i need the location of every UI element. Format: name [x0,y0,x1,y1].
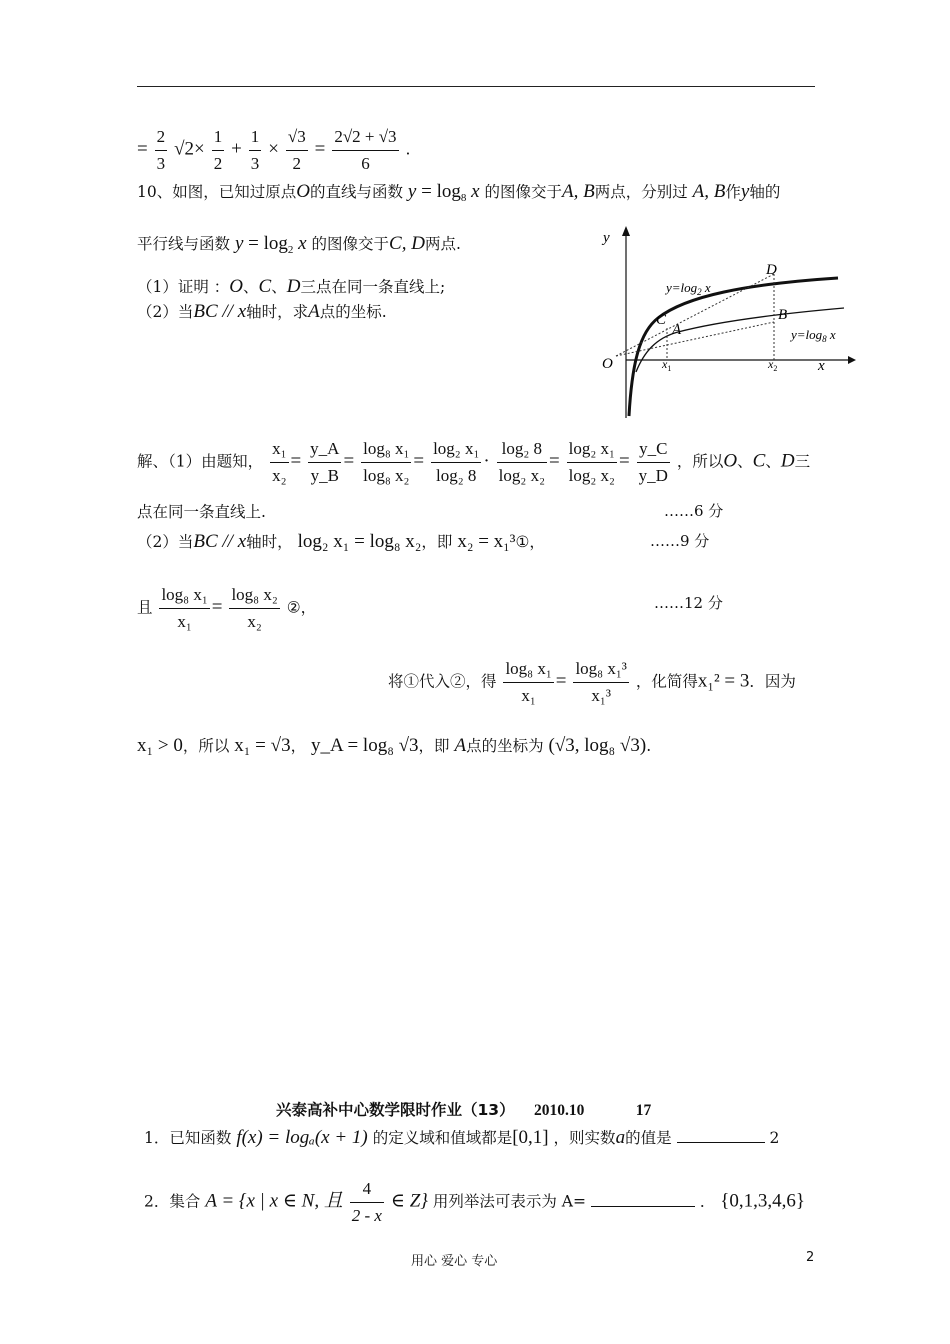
homework-title: 兴泰高补中心数学限时作业（13） 2010.10 17 [276,1101,652,1119]
point-D: D [766,262,777,278]
score-6: ……6 分 [664,502,724,520]
question-1: （1）证明 ：O、C、D三点在同一条直线上; [137,276,446,297]
solution-line2: 点在同一条直线上. [137,503,266,521]
curve2-label: $y=\log_8$ x [791,327,836,344]
y-axis-arrow-icon [622,226,630,236]
solution-line6: x₁ > 0，所以 x₁ = √3， y_A = log₈ √3，即 A点的坐标为 (√3, log₈ √3). [137,735,652,756]
footer-motto: 用心 爱心 专心 [411,1254,498,1269]
problem10-line1: 10、如图，已知过原点O的直线与函数 $y = \log_8 x$ 的图像交于A, B两点，分别过 A, B作y轴的 [137,181,781,204]
point-C: C [656,312,667,328]
solution-line4: 且 $\frac{\text{log₈ x₁}}{\text{x₁}}$ = $\frac{\text{log₈ x₂}}{\text{x₂}}$ ②， [137,582,316,635]
fraction: $\frac{√3}{2}$ [286,124,308,177]
solution-line1: 解、（1）由题知， $\frac{\text{x₁}}{\text{x₂}}$ = $\frac{y\_A}{y\_B}$ = $\frac{\text{log₈ x₁}}{\text{log₈ x₂}}$ = $\frac{\text{log₂ x₁}}{\text{log₂ 8}}$ · $\frac{\text{log₂ 8}}{\text{log₂ x₂}}$ = $\frac{\text{log₂ x₁}}{\text{log₂ x₂}}$ = $\frac{y\_C}{y\_D}$ ，所以O、C、D三 [137,436,810,489]
x1-label: $x_1$ [662,357,672,373]
header-rule [137,86,815,87]
x-axis-arrow-icon [848,356,856,364]
point-A: A [672,322,682,338]
score-9: ……9 分 [650,532,710,550]
point-B: B [778,307,788,323]
fraction: $\frac{1}{3}$ [249,124,262,177]
fraction: $\frac{1}{2}$ [212,124,225,177]
solution-line3: （2）当BC // x轴时， log₂ x₁ = log₈ x₂，即 x₂ = x₁³①， [137,531,545,552]
homework-q2: 2．集合 A = {x | x ∈ N, 且 $\frac{4}{2 - x}$ ∈ Z} 用列举法可表示为 A= ． {0,1,3,4,6} [144,1176,805,1229]
curve1-label: $y=\log_2$ x [666,280,711,297]
answer-blank-2[interactable] [591,1192,695,1207]
y-axis-label: y [603,230,610,246]
solution-line5: 将①代入②，得 $\frac{\text{log₈ x₁}}{\text{x₁}}$ = $\frac{\text{log₈ x₁³}}{\text{x₁³}}$ ，化简得x₁² = 3．因为 [388,656,796,709]
score-12: ……12 分 [654,594,723,612]
log2-curve [629,278,838,416]
x-axis-label: x [818,358,825,374]
fraction: $\frac{2}{3}$ [155,124,168,177]
line-OAB [616,322,774,356]
log-graph-figure [596,222,856,418]
answer-blank-1[interactable] [677,1128,765,1143]
page-number: 2 [806,1250,815,1265]
homework-q1: 1．已知函数 f(x) = logₐ(x + 1) 的定义域和值域都是[0,1] ，则实数a的值是 2 [144,1127,780,1148]
question-2: （2）当BC // x轴时，求A点的坐标. [137,301,387,322]
x2-label: $x_2$ [768,357,778,373]
origin-label: O [602,356,613,372]
fraction: $\frac{2√2 + √3}{6}$ [332,124,398,177]
problem10-line2: 平行线与函数 $y = \log_2 x$ 的图像交于C, D两点. [137,233,461,256]
top-formula: = $\frac{2}{3}$ √2× $\frac{1}{2}$ + $\frac{1}{3}$ × $\frac{√3}{2}$ = $\frac{2√2 + √3}{6}$ . [137,124,410,177]
